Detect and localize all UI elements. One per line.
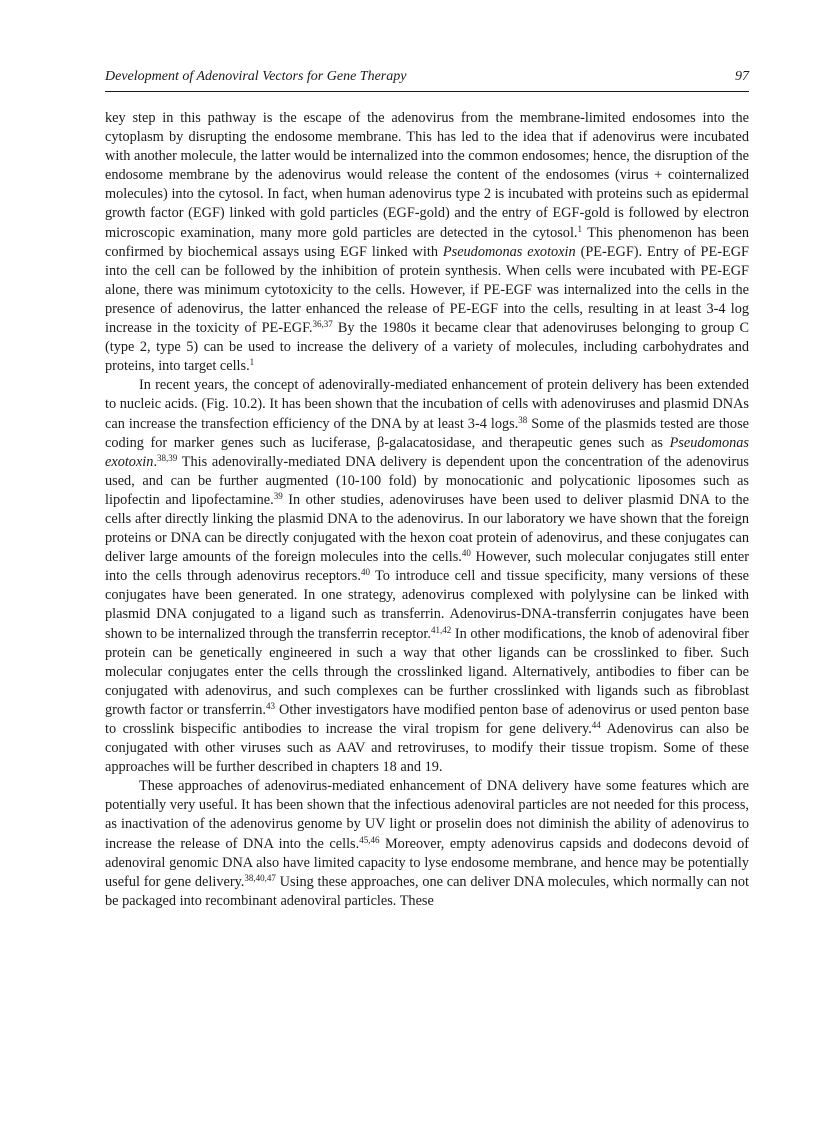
- text-run: Other investigators have modified penton base of adenovirus or used penton base to crosslink bispecific antibodies to increase the viral tropism for gene delivery.: [105, 701, 749, 737]
- citation-ref: 38,40,47: [244, 872, 276, 883]
- text-run: Moreover, empty adenovirus capsids and dodecons devoid of adenoviral genomic DNA also have limited capacity to lyse endosome membrane, and hence may be potentially useful for gene delivery.: [105, 835, 750, 890]
- body-text: [105, 109, 749, 911]
- citation-ref: 36,37: [312, 319, 333, 330]
- running-title: Development of Adenoviral Vectors for Gene Therapy: [105, 69, 407, 84]
- text-run: (PE-EGF). Entry of PE-EGF into the cell can be followed by the inhibition of protein synthesis. When cells were incubated with PE-EGF alone, there was minimum cytotoxicity to the cells. However, if PE-EGF was internalized into the cells in the presence of adenovirus, the latter enhanced the release of PE-EGF into the cells, resulting in at least 3-4 log increase in the toxicity of PE-EGF.: [105, 243, 749, 337]
- citation-ref: 1: [249, 357, 255, 368]
- italic-term: Pseudomonas exotoxin: [442, 243, 576, 260]
- paragraph: [105, 777, 749, 911]
- text-run: In other modifications, the knob of adenoviral fiber protein can be genetically engineered in such a way that other ligands can be crosslinked to fiber. Such molecular conjugates enter the cells through the crosslinked ligand. Alternatively, antibodies to fiber can be conjugated with adenovirus, and such complexes can be further crosslinked with ligands such as fibroblast growth factor or transferrin.: [105, 625, 749, 718]
- citation-ref: 1: [577, 223, 582, 234]
- citation-ref: 40: [461, 548, 471, 559]
- book-page: [105, 68, 749, 911]
- italic-term: Pseudomonas exotoxin: [105, 434, 749, 470]
- text-run: However, such molecular conjugates still enter into the cells through adenovirus receptors.: [105, 549, 749, 585]
- text-run: This phenomenon has been confirmed by biochemical assays using EGF linked with: [105, 224, 750, 260]
- text-run: This adenovirally-mediated DNA delivery is dependent upon the concentration of the adenovirus used, and can be further augmented (10-100 fold) by monocationic and polycationic liposomes such as lipofectin and lipofectamine.: [105, 453, 749, 508]
- citation-ref: 45,46: [359, 834, 380, 845]
- citation-ref: 38,39: [157, 452, 178, 463]
- page-number: 97: [735, 69, 749, 84]
- text-run: By the 1980s it became clear that adenoviruses belonging to group C (type 2, type 5) can be used to increase the delivery of a variety of molecules, including carbohydrates and proteins, into target cells.: [105, 320, 749, 375]
- text-run: .: [153, 453, 158, 470]
- paragraph: [105, 376, 749, 777]
- paragraph: [105, 109, 749, 376]
- running-header: [105, 68, 749, 92]
- text-run: In other studies, adenoviruses have been used to deliver plasmid DNA to the cells after directly linking the plasmid DNA to the adenovirus. In our laboratory we have shown that the foreign proteins or DNA can be directly conjugated with the hexon coat protein of adenovirus, and these conjugates can deliver large amounts of the foreign molecules into the cells.: [105, 491, 749, 566]
- text-run: Some of the plasmids tested are those coding for marker genes such as luciferase, β-galacatosidase, and therapeutic genes such as: [105, 415, 749, 451]
- citation-ref: 44: [591, 720, 601, 730]
- text-run: key step in this pathway is the escape of the adenovirus from the membrane-limited endosomes into the cytoplasm by disrupting the endosome membrane. This has led to the idea that if adenovirus were incubated with another molecule, the latter would be internalized into the common endosomes; hence, the disruption of the endosome membrane by the adenovirus would release the content of the endosomes (virus + cointernalized molecules) into the cytosol. In fact, when human adenovirus type 2 is incubated with proteins such as epidermal growth factor (EGF) linked with gold particles (EGF-gold) and the entry of EGF-gold is followed by electron microscopic examination, many more gold particles are detected in the cytosol.: [105, 110, 749, 241]
- text-run: These approaches of adenovirus-mediated enhancement of DNA delivery have some features which are potentially very useful. It has been shown that the infectious adenoviral particles are not needed for this process, as inactivation of the adenovirus genome by UV light or proselin does not diminish the ability of adenovirus to increase the release of DNA into the cells.: [105, 778, 749, 852]
- text-run: In recent years, the concept of adenovirally-mediated enhancement of protein delivery has been extended to nucleic acids. (Fig. 10.2). It has been shown that the incubation of cells with adenoviruses and plasmid DNAs can increase the transfection efficiency of the DNA by at least 3-4 logs.: [105, 377, 749, 432]
- citation-ref: 41,42: [430, 624, 452, 635]
- text-run: To introduce cell and tissue specificity, many versions of these conjugates have been generated. In one strategy, adenovirus complexed with polylysine can be linked with plasmid DNA conjugated to a ligand such as transferrin. Adenovirus-DNA-transferrin conjugates have been shown to be internalized through the transferrin receptor.: [105, 568, 749, 642]
- text-run: Using these approaches, one can deliver DNA molecules, which normally can not be packaged into recombinant adenoviral particles. These: [105, 873, 749, 909]
- text-run: Adenovirus can also be conjugated with other viruses such as AAV and retroviruses, to modify their tissue tropism. Some of these approaches will be further described in chapters 18 and 19.: [105, 721, 749, 776]
- citation-ref: 39: [273, 490, 283, 501]
- citation-ref: 40: [360, 567, 370, 578]
- citation-ref: 43: [265, 700, 275, 711]
- citation-ref: 38: [518, 414, 528, 425]
